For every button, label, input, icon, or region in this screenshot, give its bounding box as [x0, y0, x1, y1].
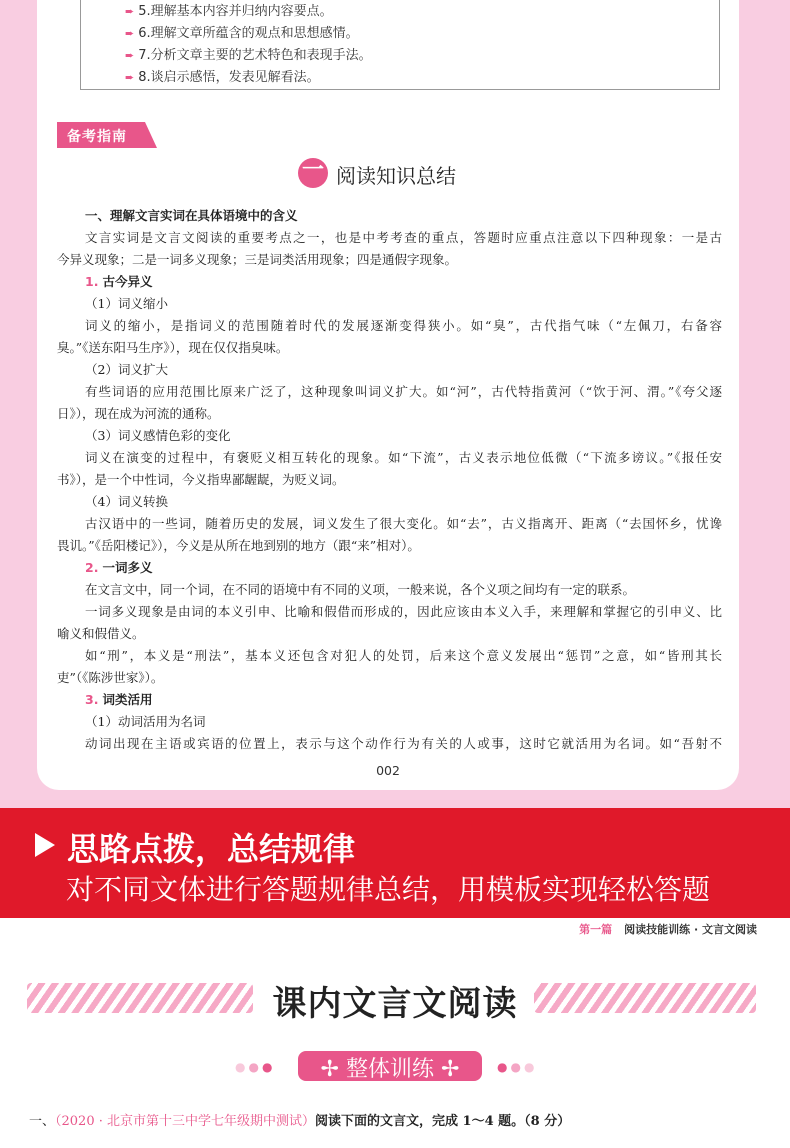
chapter-title: 课内文言文阅读: [272, 984, 518, 1024]
exam-guide-tag: 备考指南: [57, 122, 157, 148]
learning-objectives-box: [80, 0, 720, 90]
objective-item: ➨ 8.谈启示感悟，发表见解看法。: [125, 70, 320, 85]
paragraph: 吏”（《陈涉世家》）。: [57, 670, 164, 685]
objective-item: ➨ 5.理解基本内容并归纳内容要点。: [125, 4, 333, 19]
paragraph: 有些词语的应用范围比原来广泛了，这种现象叫词义扩大。如“河”，古代特指黄河（“饮于河、渭。”《夸父逐: [85, 384, 722, 399]
subheading-1: 1. 古今异义: [85, 274, 153, 289]
page-number: 002: [376, 763, 400, 778]
paragraph: 畏讥。”《岳阳楼记》），今义是从所在地到别的地方（跟“来”相对）。: [57, 538, 420, 553]
arrow-icon: ➨: [125, 5, 135, 18]
play-triangle-icon: [35, 833, 55, 857]
arrow-icon: ➨: [125, 71, 135, 84]
subheading-3: 3. 词类活用: [85, 692, 153, 707]
section-number-badge: 一: [298, 158, 328, 188]
section-title: 阅读知识总结: [336, 164, 456, 188]
heading-1: 一、理解文言实词在具体语境中的含义: [85, 208, 298, 223]
arrow-icon: ➨: [125, 49, 135, 62]
sub-item: （1）词义缩小: [85, 296, 168, 311]
paragraph: 喻义和假借义。: [57, 626, 145, 641]
sparkle-icon: ✢: [441, 1057, 460, 1082]
subheading-2: 2. 一词多义: [85, 560, 153, 575]
stripe-decoration-left: [27, 983, 253, 1013]
paragraph: 臭。”《送东阳马生序》），现在仅仅指臭味。: [57, 340, 289, 355]
sub-item: （1）动词活用为名词: [85, 714, 206, 729]
objective-item: ➨ 7.分析文章主要的艺术特色和表现手法。: [125, 48, 372, 63]
paragraph: 动词出现在主语或宾语的位置上，表示与这个动作行为有关的人或事，这时它就活用为名词。如“吾射不: [85, 736, 722, 751]
dots-decoration-right: ●●●: [497, 1060, 538, 1074]
paragraph: 今异义现象；二是一词多义现象；三是词类活用现象；四是通假字现象。: [57, 252, 458, 267]
paragraph: 词义的缩小，是指词义的范围随着时代的发展逐渐变得狭小。如“臭”，古代指气味（“左佩刀，右备容: [85, 318, 722, 333]
objective-item: ➨ 6.理解文章所蕴含的观点和思想感情。: [125, 26, 359, 41]
paragraph: 古汉语中的一些词，随着历史的发展，词义发生了很大变化。如“去”，古义指离开、距离（“去国怀乡，忧谗: [85, 516, 722, 531]
paragraph: 如“刑”，本义是“刑法”，基本义还包含对犯人的处罚，后来这个意义发展出“惩罚”之意，如“皆刑其长: [85, 648, 722, 663]
dots-decoration-left: ●●●: [235, 1060, 276, 1074]
sub-item: （2）词义扩大: [85, 362, 168, 377]
banner-headline: 思路点拨，总结规律: [35, 824, 355, 870]
paragraph: 在文言文中，同一个词，在不同的语境中有不同的义项，一般来说，各个义项之间均有一定的联系。: [85, 582, 636, 597]
sparkle-icon: ✢: [320, 1057, 339, 1082]
stripe-decoration-right: [534, 983, 756, 1013]
sub-item: （3）词义感情色彩的变化: [85, 428, 231, 443]
paragraph: 词义在演变的过程中，有褒贬义相互转化的现象。如“下流”，古义表示地位低微（“下流多谤议。”《报任安: [85, 450, 722, 465]
paragraph: 书》），是一个中性词，今义指卑鄙龌龊，为贬义词。: [57, 472, 345, 487]
paragraph: 文言实词是文言文阅读的重要考点之一，也是中考考查的重点，答题时应重点注意以下四种现象：一是古: [85, 230, 722, 245]
arrow-icon: ➨: [125, 27, 135, 40]
question-prompt: 一、（2020 · 北京市第十三中学七年级期中测试）阅读下面的文言文，完成 1～4 题。（8 分）: [29, 1114, 571, 1129]
subsection-pill: ✢ 整体训练 ✢: [298, 1051, 482, 1081]
banner-subline: 对不同文体进行答题规律总结，用模板实现轻松答题: [66, 873, 711, 906]
running-head: 第一篇 阅读技能训练 · 文言文阅读: [579, 923, 757, 936]
paragraph: 日》），现在成为河流的通称。: [57, 406, 220, 421]
sub-item: （4）词义转换: [85, 494, 168, 509]
paragraph: 一词多义现象是由词的本义引申、比喻和假借而形成的，因此应该由本义入手，来理解和掌握它的引申义、比: [85, 604, 722, 619]
